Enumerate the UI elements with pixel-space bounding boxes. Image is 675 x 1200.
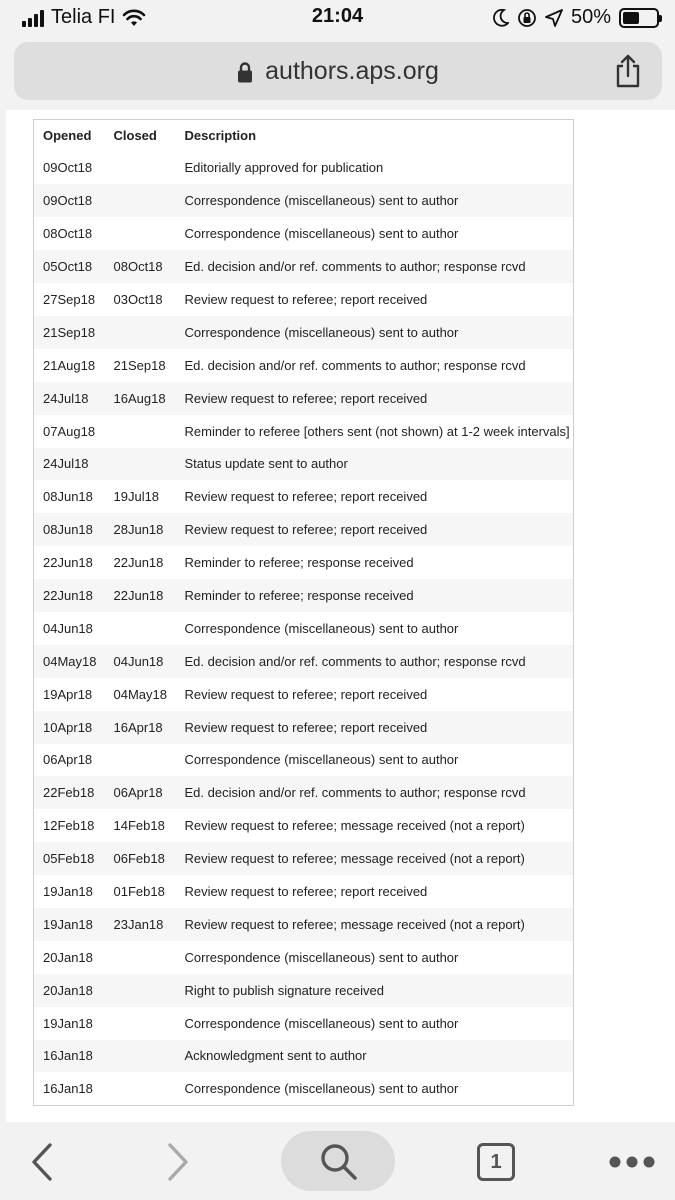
cell-closed: 06Apr18: [105, 776, 176, 809]
cell-description: Review request to referee; message received (not a report): [176, 809, 574, 842]
table-row: [34, 382, 574, 415]
orientation-lock-icon: [517, 8, 537, 28]
cell-closed: [105, 448, 176, 481]
cell-description: Correspondence (miscellaneous) sent to author: [176, 1007, 574, 1040]
cell-opened: 21Sep18: [34, 316, 105, 349]
url-bar[interactable]: [14, 42, 662, 100]
cell-closed: [105, 1072, 176, 1105]
cell-opened: 20Jan18: [34, 974, 105, 1007]
cell-description: Review request to referee; message received (not a report): [176, 842, 574, 875]
table-row: [34, 579, 574, 612]
cell-opened: 20Jan18: [34, 941, 105, 974]
table-row: [34, 546, 574, 579]
table-row: [34, 612, 574, 645]
cell-opened: 08Jun18: [34, 480, 105, 513]
back-button[interactable]: [22, 1140, 62, 1184]
cell-closed: 03Oct18: [105, 283, 176, 316]
battery-percentage: 50%: [570, 6, 611, 28]
cell-description: Correspondence (miscellaneous) sent to author: [176, 184, 574, 217]
table-row: [34, 776, 574, 809]
forward-icon: [166, 1142, 190, 1182]
table-row: [34, 283, 574, 316]
header-closed: Closed: [105, 120, 176, 152]
cell-closed: 04May18: [105, 678, 176, 711]
manuscript-history-table: [33, 119, 574, 1106]
table-body: [34, 152, 574, 1106]
cell-opened: 22Jun18: [34, 546, 105, 579]
cell-opened: 21Aug18: [34, 349, 105, 382]
cell-opened: 09Oct18: [34, 152, 105, 185]
cell-description: Ed. decision and/or ref. comments to author; response rcvd: [176, 645, 574, 678]
cell-opened: 10Apr18: [34, 711, 105, 744]
search-icon: [318, 1141, 358, 1181]
cell-opened: 22Feb18: [34, 776, 105, 809]
cell-opened: 07Aug18: [34, 415, 105, 448]
table-row: [34, 480, 574, 513]
tab-count: 1: [490, 1150, 502, 1173]
cell-opened: 05Oct18: [34, 250, 105, 283]
cell-description: Review request to referee; report received: [176, 283, 574, 316]
cell-opened: 08Jun18: [34, 513, 105, 546]
browser-toolbar: [0, 1122, 675, 1200]
cell-closed: [105, 612, 176, 645]
table-row: [34, 349, 574, 382]
cell-description: Ed. decision and/or ref. comments to author; response rcvd: [176, 349, 574, 382]
table-row: [34, 711, 574, 744]
cell-closed: 08Oct18: [105, 250, 176, 283]
cell-closed: 28Jun18: [105, 513, 176, 546]
tabs-button[interactable]: [474, 1140, 518, 1184]
table-row: [34, 448, 574, 481]
cell-closed: [105, 1040, 176, 1073]
page-content: [6, 110, 675, 1122]
table-row: [34, 250, 574, 283]
cell-description: Correspondence (miscellaneous) sent to author: [176, 217, 574, 250]
cell-opened: 16Jan18: [34, 1040, 105, 1073]
share-icon[interactable]: [614, 54, 642, 88]
cell-closed: [105, 217, 176, 250]
table-row: [34, 513, 574, 546]
cell-description: Correspondence (miscellaneous) sent to author: [176, 316, 574, 349]
cell-opened: 24Jul18: [34, 448, 105, 481]
cell-closed: 06Feb18: [105, 842, 176, 875]
cell-closed: [105, 184, 176, 217]
cell-description: Reminder to referee; response received: [176, 579, 574, 612]
table-row: [34, 974, 574, 1007]
carrier-name: Telia FI: [51, 6, 116, 28]
more-button[interactable]: [606, 1144, 658, 1180]
cell-description: Review request to referee; message received (not a report): [176, 908, 574, 941]
cell-description: Review request to referee; report received: [176, 875, 574, 908]
table-row: [34, 678, 574, 711]
moon-icon: [493, 9, 509, 27]
cell-closed: [105, 316, 176, 349]
cell-opened: 05Feb18: [34, 842, 105, 875]
table-row: [34, 217, 574, 250]
table-row: [34, 184, 574, 217]
cell-closed: 19Jul18: [105, 480, 176, 513]
table-row: [34, 941, 574, 974]
cell-opened: 19Jan18: [34, 1007, 105, 1040]
cell-opened: 19Jan18: [34, 875, 105, 908]
cell-opened: 16Jan18: [34, 1072, 105, 1105]
cell-closed: [105, 941, 176, 974]
table-row: [34, 1007, 574, 1040]
cell-opened: 24Jul18: [34, 382, 105, 415]
cell-description: Status update sent to author: [176, 448, 574, 481]
table-row: [34, 316, 574, 349]
forward-button[interactable]: [158, 1140, 198, 1184]
cell-description: Acknowledgment sent to author: [176, 1040, 574, 1073]
header-description: Description: [176, 120, 574, 152]
cell-description: Editorially approved for publication: [176, 152, 574, 185]
table-row: [34, 875, 574, 908]
cell-description: Reminder to referee; response received: [176, 546, 574, 579]
more-icon: [608, 1155, 656, 1169]
table-row: [34, 842, 574, 875]
table-row: [34, 1072, 574, 1105]
cell-closed: 21Sep18: [105, 349, 176, 382]
table-row: [34, 744, 574, 777]
cell-description: Review request to referee; report received: [176, 382, 574, 415]
cell-closed: 16Aug18: [105, 382, 176, 415]
cell-description: Ed. decision and/or ref. comments to author; response rcvd: [176, 776, 574, 809]
back-icon: [30, 1142, 54, 1182]
table-row: [34, 1040, 574, 1073]
cell-closed: [105, 152, 176, 185]
cell-closed: [105, 974, 176, 1007]
cell-closed: 14Feb18: [105, 809, 176, 842]
tabs-icon: [477, 1143, 515, 1181]
cell-opened: 22Jun18: [34, 579, 105, 612]
cell-description: Review request to referee; report received: [176, 711, 574, 744]
lock-icon: [237, 61, 253, 83]
table-row: [34, 645, 574, 678]
battery-icon: [619, 8, 659, 28]
cell-description: Correspondence (miscellaneous) sent to author: [176, 744, 574, 777]
cell-description: Reminder to referee [others sent (not shown) at 1-2 week intervals]: [176, 415, 574, 448]
cell-description: Review request to referee; report received: [176, 480, 574, 513]
cell-opened: 19Apr18: [34, 678, 105, 711]
cell-opened: 09Oct18: [34, 184, 105, 217]
url-text[interactable]: authors.aps.org: [265, 57, 439, 85]
table-row: [34, 152, 574, 185]
cell-closed: [105, 415, 176, 448]
table-row: [34, 415, 574, 448]
battery-level: [623, 12, 639, 24]
cell-closed: 22Jun18: [105, 579, 176, 612]
cell-description: Ed. decision and/or ref. comments to author; response rcvd: [176, 250, 574, 283]
cell-closed: 22Jun18: [105, 546, 176, 579]
cell-opened: 08Oct18: [34, 217, 105, 250]
cell-opened: 04May18: [34, 645, 105, 678]
cell-closed: 01Feb18: [105, 875, 176, 908]
cell-opened: 04Jun18: [34, 612, 105, 645]
cell-closed: [105, 744, 176, 777]
cell-description: Correspondence (miscellaneous) sent to author: [176, 941, 574, 974]
cell-description: Correspondence (miscellaneous) sent to author: [176, 1072, 574, 1105]
cell-closed: 16Apr18: [105, 711, 176, 744]
cell-closed: [105, 1007, 176, 1040]
table-row: [34, 908, 574, 941]
cell-description: Review request to referee; report received: [176, 678, 574, 711]
header-opened: Opened: [34, 120, 105, 152]
location-icon: [545, 9, 563, 27]
cell-opened: 12Feb18: [34, 809, 105, 842]
cell-description: Right to publish signature received: [176, 974, 574, 1007]
clock: 21:04: [311, 5, 364, 27]
cell-closed: 23Jan18: [105, 908, 176, 941]
table-header-row: [34, 120, 574, 152]
cell-opened: 27Sep18: [34, 283, 105, 316]
search-button[interactable]: [281, 1131, 395, 1191]
cell-closed: 04Jun18: [105, 645, 176, 678]
table-row: [34, 809, 574, 842]
cell-description: Review request to referee; report received: [176, 513, 574, 546]
cell-opened: 19Jan18: [34, 908, 105, 941]
status-bar: [0, 0, 675, 34]
cell-opened: 06Apr18: [34, 744, 105, 777]
cell-description: Correspondence (miscellaneous) sent to author: [176, 612, 574, 645]
